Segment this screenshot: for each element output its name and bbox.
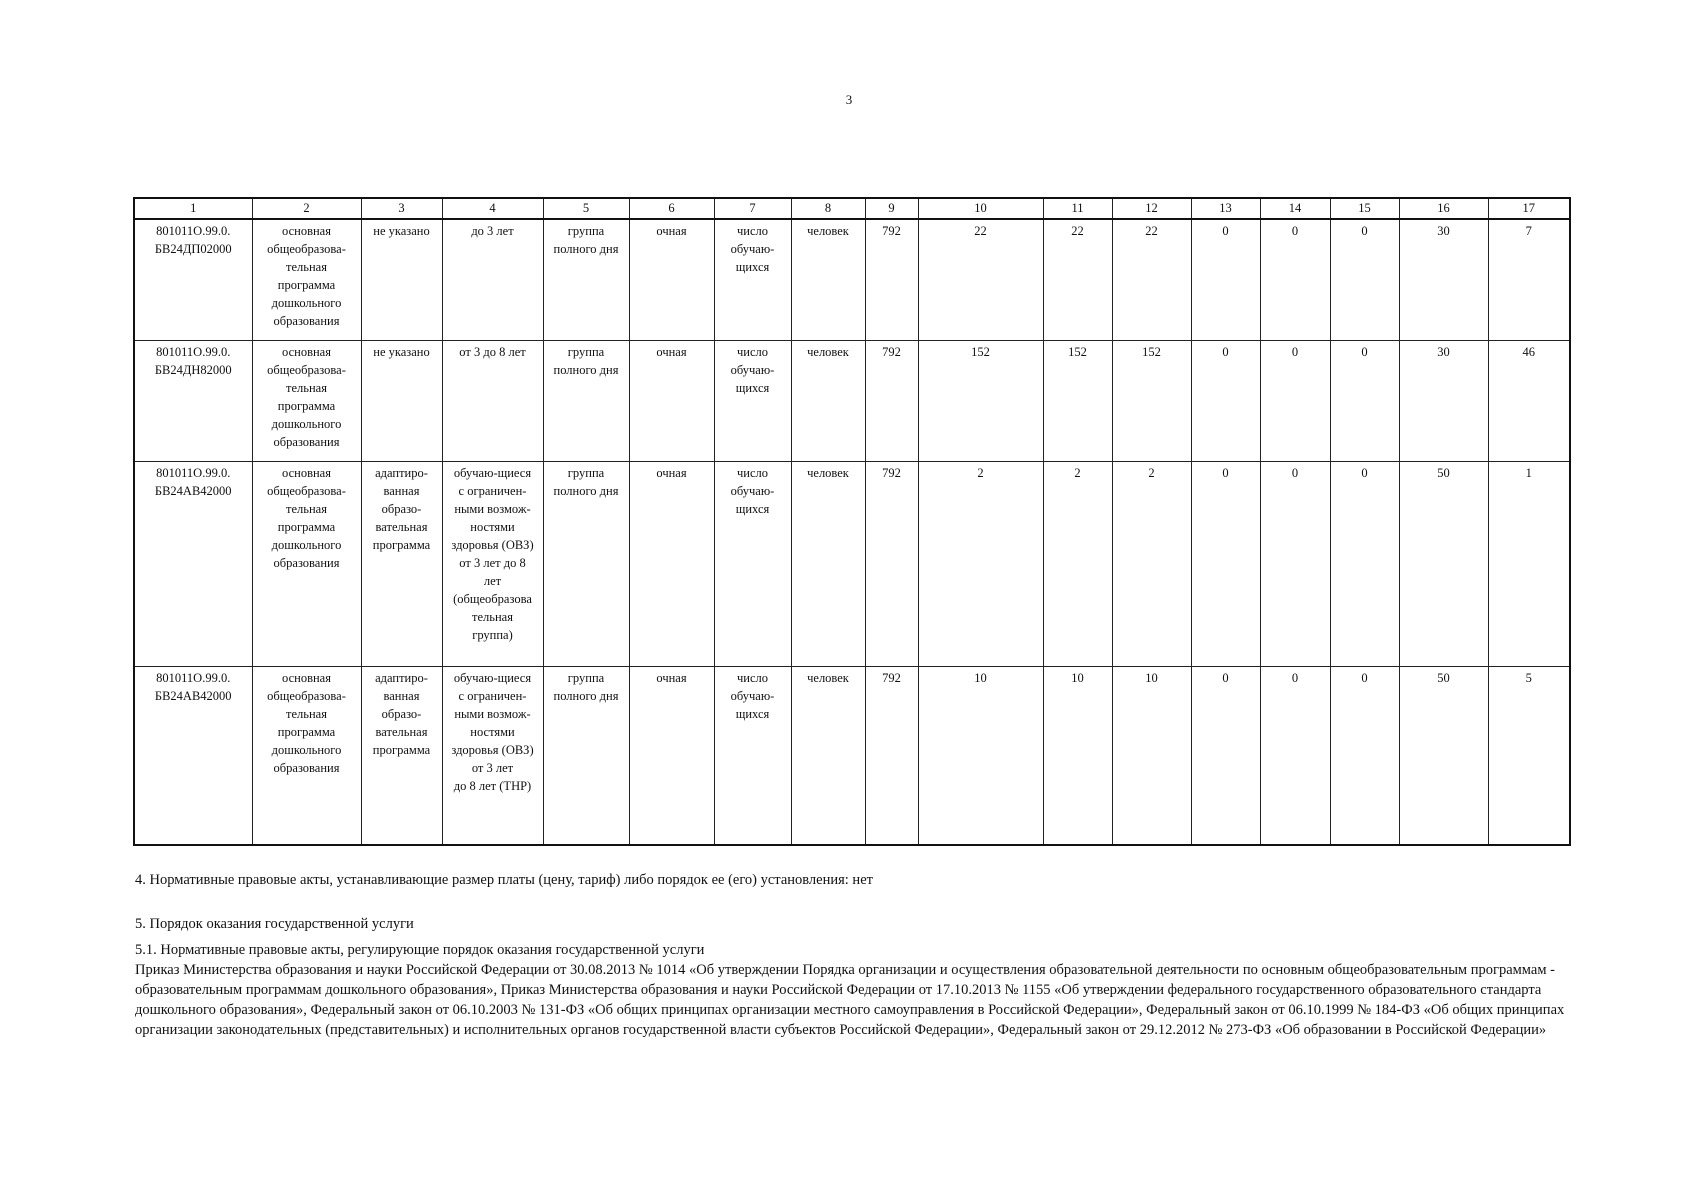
unit-cell: человек: [791, 219, 865, 341]
registry-code-cell: 801011О.99.0. БВ24ДН82000: [134, 341, 252, 462]
column-number: 16: [1399, 198, 1488, 219]
value-cell: 0: [1330, 462, 1399, 667]
value-cell: 0: [1191, 341, 1260, 462]
value-cell: 0: [1191, 219, 1260, 341]
indicator-cell: число обучаю- щихся: [714, 667, 791, 846]
registry-code-cell: 801011О.99.0. БВ24АВ42000: [134, 462, 252, 667]
section-5-1-heading: 5.1. Нормативные правовые акты, регулирующие порядок оказания государственной услуги: [135, 942, 705, 958]
value-cell: 10: [918, 667, 1043, 846]
value-cell: 50: [1399, 462, 1488, 667]
value-cell: 10: [1043, 667, 1112, 846]
value-cell: 1: [1488, 462, 1570, 667]
column-number: 9: [865, 198, 918, 219]
table-row: [134, 219, 1570, 341]
table-row: [134, 667, 1570, 846]
age-category-cell: от 3 до 8 лет: [442, 341, 543, 462]
column-number: 5: [543, 198, 629, 219]
section-5-heading: 5. Порядок оказания государственной услуги: [135, 916, 414, 932]
value-cell: 30: [1399, 219, 1488, 341]
column-number: 1: [134, 198, 252, 219]
program-cell: основная общеобразова- тельная программа дошкольного образования: [252, 667, 361, 846]
program-cell: основная общеобразова- тельная программа дошкольного образования: [252, 341, 361, 462]
column-number: 17: [1488, 198, 1570, 219]
age-category-cell: до 3 лет: [442, 219, 543, 341]
value-cell: 0: [1330, 219, 1399, 341]
column-number: 14: [1260, 198, 1330, 219]
value-cell: 0: [1330, 341, 1399, 462]
column-number: 3: [361, 198, 442, 219]
value-cell: 0: [1260, 341, 1330, 462]
fee-acts-note: 4. Нормативные правовые акты, устанавливающие размер платы (цену, тариф) либо порядок ее (его) установления: нет: [135, 872, 873, 888]
okei-code-cell: 792: [865, 219, 918, 341]
table-row: [134, 341, 1570, 462]
indicator-cell: число обучаю- щихся: [714, 341, 791, 462]
value-cell: 0: [1191, 667, 1260, 846]
column-number: 11: [1043, 198, 1112, 219]
value-cell: 22: [1043, 219, 1112, 341]
indicator-cell: число обучаю- щихся: [714, 462, 791, 667]
registry-code-cell: 801011О.99.0. БВ24ДП02000: [134, 219, 252, 341]
column-number: 7: [714, 198, 791, 219]
value-cell: 2: [1112, 462, 1191, 667]
service-volume-table: [133, 197, 1571, 846]
column-number: 10: [918, 198, 1043, 219]
okei-code-cell: 792: [865, 462, 918, 667]
registry-code-cell: 801011О.99.0. БВ24АВ42000: [134, 667, 252, 846]
value-cell: 0: [1260, 462, 1330, 667]
okei-code-cell: 792: [865, 341, 918, 462]
program-cell: основная общеобразова- тельная программа дошкольного образования: [252, 219, 361, 341]
form-cell: очная: [629, 667, 714, 846]
value-cell: 22: [918, 219, 1043, 341]
value-cell: 22: [1112, 219, 1191, 341]
program-cell: основная общеобразова- тельная программа дошкольного образования: [252, 462, 361, 667]
value-cell: 50: [1399, 667, 1488, 846]
table-row: [134, 462, 1570, 667]
column-number: 6: [629, 198, 714, 219]
value-cell: 2: [1043, 462, 1112, 667]
header-row: [134, 198, 1570, 219]
value-cell: 0: [1330, 667, 1399, 846]
unit-cell: человек: [791, 341, 865, 462]
value-cell: 10: [1112, 667, 1191, 846]
program-type-cell: не указано: [361, 219, 442, 341]
age-category-cell: обучаю-щиеся с ограничен- ными возмож- ностями здоровья (ОВЗ) от 3 лет до 8 лет (ТНР): [442, 667, 543, 846]
value-cell: 152: [1043, 341, 1112, 462]
unit-cell: человек: [791, 462, 865, 667]
program-type-cell: адаптиро- ванная образо- вательная программа: [361, 667, 442, 846]
age-category-cell: обучаю-щиеся с ограничен- ными возмож- ностями здоровья (ОВЗ) от 3 лет до 8 лет (общеобразова тельная группа): [442, 462, 543, 667]
value-cell: 0: [1260, 219, 1330, 341]
value-cell: 0: [1191, 462, 1260, 667]
column-number: 8: [791, 198, 865, 219]
value-cell: 152: [1112, 341, 1191, 462]
column-number: 12: [1112, 198, 1191, 219]
column-number: 15: [1330, 198, 1399, 219]
form-cell: очная: [629, 219, 714, 341]
value-cell: 46: [1488, 341, 1570, 462]
okei-code-cell: 792: [865, 667, 918, 846]
program-type-cell: не указано: [361, 341, 442, 462]
value-cell: 2: [918, 462, 1043, 667]
value-cell: 0: [1260, 667, 1330, 846]
unit-cell: человек: [791, 667, 865, 846]
column-number: 13: [1191, 198, 1260, 219]
column-number: 4: [442, 198, 543, 219]
column-number: 2: [252, 198, 361, 219]
stay-mode-cell: группа полного дня: [543, 462, 629, 667]
form-cell: очная: [629, 462, 714, 667]
indicator-cell: число обучаю- щихся: [714, 219, 791, 341]
program-type-cell: адаптиро- ванная образо- вательная программа: [361, 462, 442, 667]
regulatory-acts-paragraph: Приказ Министерства образования и науки Российской Федерации от 30.08.2013 № 1014 «Об утверждении Порядка организации и осуществления образовательной деятельности по основным общеобразовательным программам - образовательным программам дошкольного образования», Приказ Министерства образования и науки Российской Федерации от 17.10.2013 № 1155 «Об утверждении федерального государственного образовательного стандарта дошкольного образования», Федеральный закон от 06.10.2003 № 131-ФЗ «Об общих принципах организации местного самоуправления в Российской Федерации», Федеральный закон от 06.10.1999 № 184-ФЗ «Об общих принципах организации законодательных (представительных) и исполнительных органов государственной власти субъектов Российской Федерации», Федеральный закон от 29.12.2012 № 273-ФЗ «Об образовании в Российской Федерации»: [135, 962, 1565, 1038]
value-cell: 152: [918, 341, 1043, 462]
stay-mode-cell: группа полного дня: [543, 341, 629, 462]
stay-mode-cell: группа полного дня: [543, 219, 629, 341]
stay-mode-cell: группа полного дня: [543, 667, 629, 846]
value-cell: 5: [1488, 667, 1570, 846]
value-cell: 30: [1399, 341, 1488, 462]
form-cell: очная: [629, 341, 714, 462]
value-cell: 7: [1488, 219, 1570, 341]
page-number: 3: [845, 92, 853, 107]
